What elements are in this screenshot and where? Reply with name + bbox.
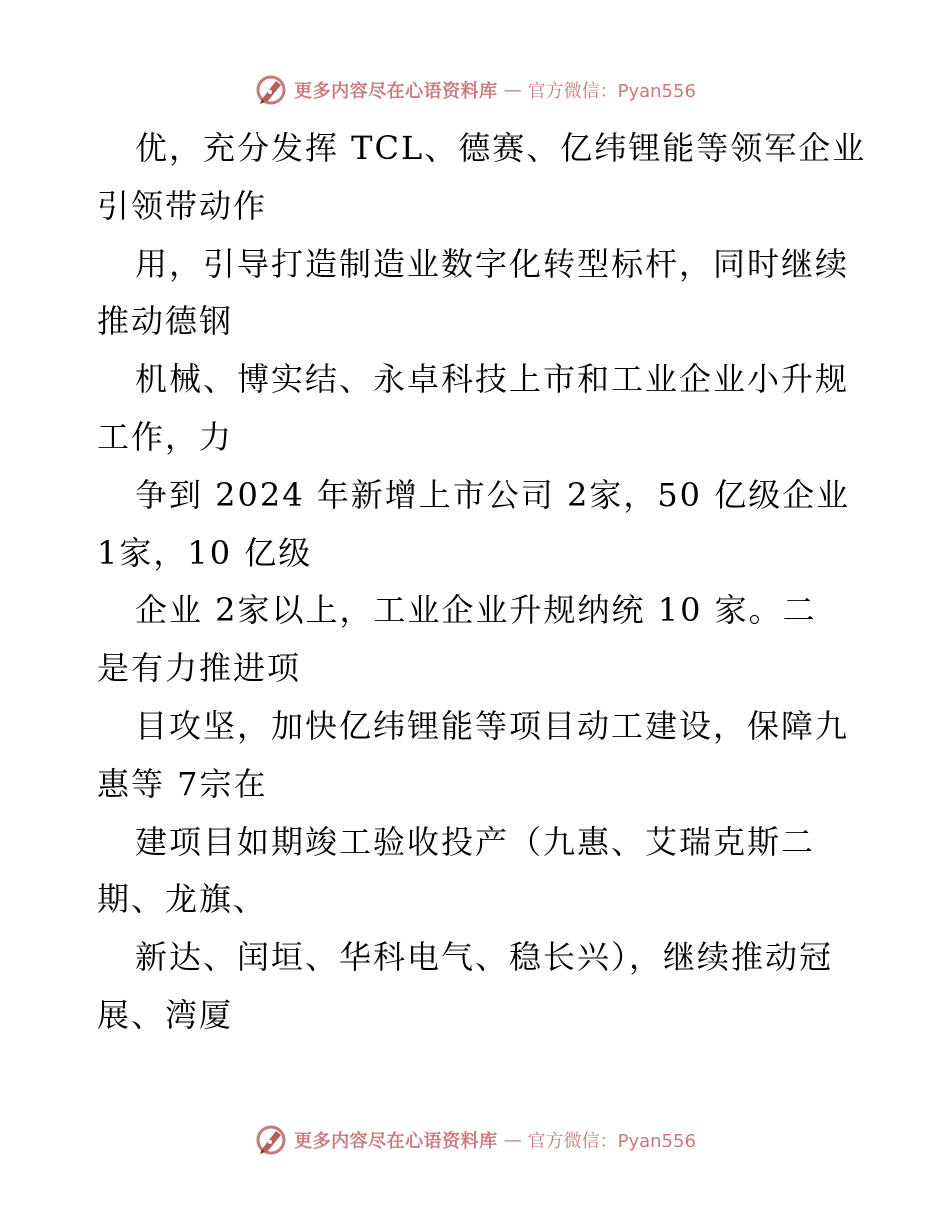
watermark-main-text: 更多内容尽在心语资料库: [294, 1131, 498, 1152]
pen-logo-icon: [254, 1123, 288, 1157]
text-line: 优，充分发挥 TCL、德赛、亿纬锂能等领军企业: [135, 129, 867, 167]
watermark-sub-text: 官方微信：Pyan556: [527, 1131, 696, 1152]
text-line: 新达、闰垣、华科电气、稳长兴），继续推动冠: [135, 938, 834, 977]
watermark-main-text: 更多内容尽在心语资料库: [294, 81, 498, 102]
text-line: 建项目如期竣工验收投产（九惠、艾瑞克斯二: [135, 822, 816, 861]
text-line: 引领带动作: [97, 186, 268, 225]
text-line: 企业 2家以上，工业企业升规纳统 10 家。二: [135, 591, 817, 630]
text-line: 推动德钢: [97, 302, 234, 341]
body-text: [97, 120, 867, 1045]
pen-logo-icon: [254, 73, 288, 107]
text-line: 目攻坚，加快亿纬锂能等项目动工建设，保障九: [135, 706, 850, 745]
text-line: 1家，10 亿级: [97, 533, 313, 572]
text-line: 工作，力: [97, 417, 234, 456]
watermark-dash: —: [503, 1129, 522, 1151]
text-line: 机械、博实结、永卓科技上市和工业企业小升规: [135, 360, 850, 399]
text-line: 争到 2024 年新增上市公司 2家，50 亿级企业: [135, 475, 851, 514]
text-line: 用，引导打造制造业数字化转型标杆，同时继续: [135, 244, 850, 283]
watermark-dash: —: [503, 79, 522, 101]
text-line: 惠等 7宗在: [97, 764, 268, 803]
watermark-sub-text: 官方微信：Pyan556: [527, 81, 696, 102]
footer-watermark: [0, 1122, 950, 1158]
text-line: 是有力推进项: [97, 649, 302, 688]
text-line: 展、湾厦: [97, 995, 234, 1034]
header-watermark: [0, 72, 950, 108]
text-line: 期、龙旗、: [97, 880, 268, 919]
